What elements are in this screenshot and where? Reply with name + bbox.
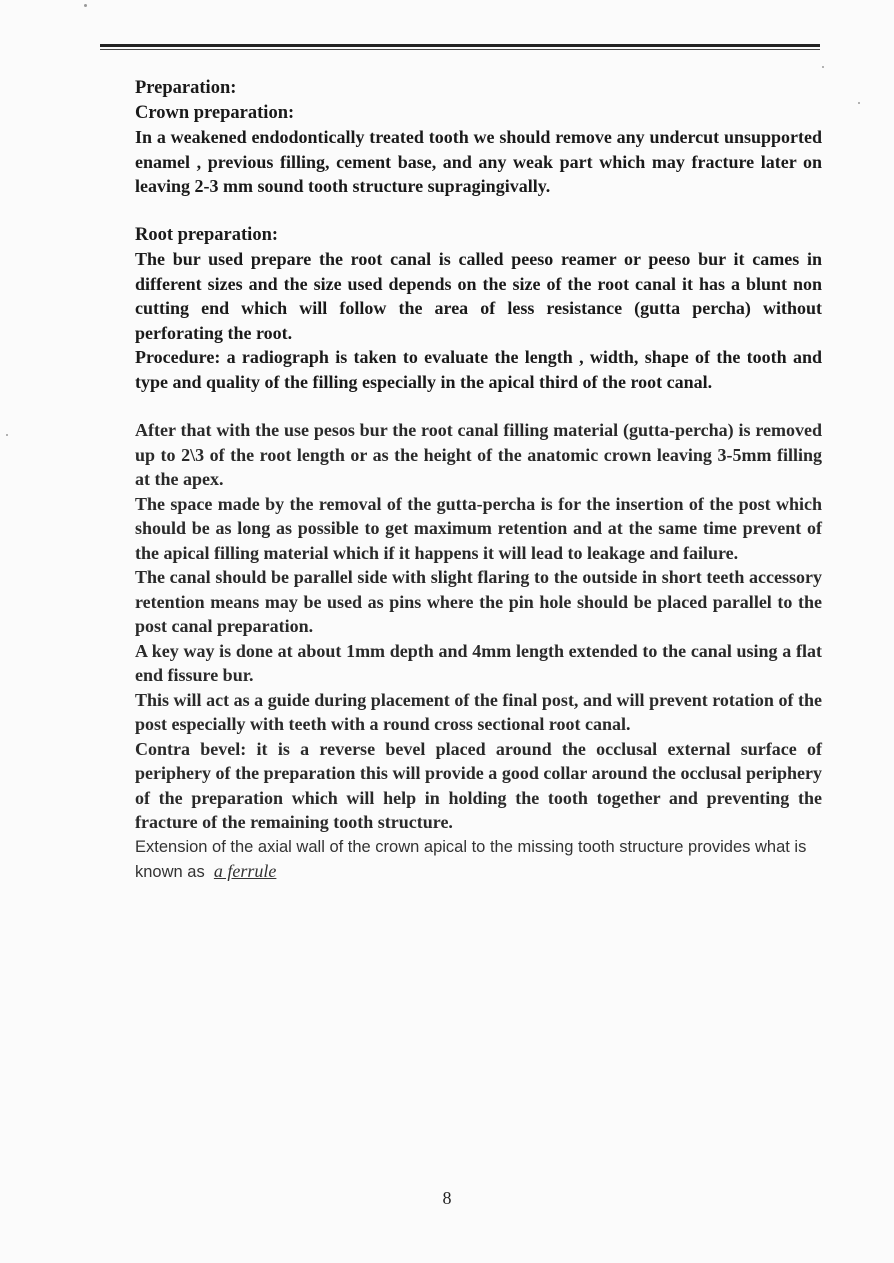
crown-preparation-text: In a weakened endodontically treated tooth we should remove any undercut unsupported enamel , previous filling, cement base, and any weak part which may fracture later on leaving 2-3 mm sound tooth structure supragingivally. [135, 127, 822, 196]
heading-root-preparation: Root preparation: [135, 224, 279, 245]
scan-speck [822, 66, 824, 68]
header-rule-thin [100, 49, 820, 50]
page-body [135, 76, 822, 885]
scan-speck [858, 102, 860, 104]
ferrule-term: a ferrule [213, 861, 277, 881]
guide-text: This will act as a guide during placement of the final post, and will prevent rotation of the post especially with teeth with a round cross sectional root canal. [135, 689, 822, 734]
extension-text-body: Extension of the axial wall of the crown apical to the missing tooth structure provides what is known as [135, 837, 807, 881]
heading-crown-preparation: Crown preparation: [135, 102, 295, 123]
procedure-text: Procedure: a radiograph is taken to evaluate the length , width, shape of the tooth and type and quality of the filling especially in the apical third of the root canal. [135, 347, 822, 392]
extension-text [135, 835, 822, 885]
scan-speck [6, 434, 8, 436]
canal-text: The canal should be parallel side with slight flaring to the outside in short teeth accessory retention means may be used as pins where the pin hole should be placed parallel to the post canal preparation. [135, 567, 822, 636]
contra-bevel-text: Contra bevel: it is a reverse bevel placed around the occlusal external surface of periphery of the preparation this will provide a good collar around the occlusal periphery of the preparation which will help in holding the tooth together and preventing the fracture of the remaining tooth structure. [135, 738, 822, 832]
page-number: 8 [442, 1188, 452, 1208]
space-text: The space made by the removal of the gutta-percha is for the insertion of the post which should be as long as possible to get maximum retention and at the same time prevent of the apical filling material which if it happens it will lead to leakage and failure. [135, 493, 822, 563]
after-that-text: After that with the use pesos bur the root canal filling material (gutta-percha) is removed up to 2\3 of the root length or as the height of the anatomic crown leaving 3-5mm filling at the apex. [135, 420, 822, 489]
root-preparation-text: The bur used prepare the root canal is called peeso reamer or peeso bur it cames in different sizes and the size used depends on the size of the root canal it has a blunt non cutting end which will follow the area of less resistance (gutta percha) without perforating the root. [135, 249, 822, 343]
header-rule [100, 44, 820, 47]
key-way-text: A key way is done at about 1mm depth and 4mm length extended to the canal using a flat end fissure bur. [135, 640, 822, 685]
heading-preparation: Preparation: [135, 78, 237, 98]
scan-speck [84, 4, 87, 7]
